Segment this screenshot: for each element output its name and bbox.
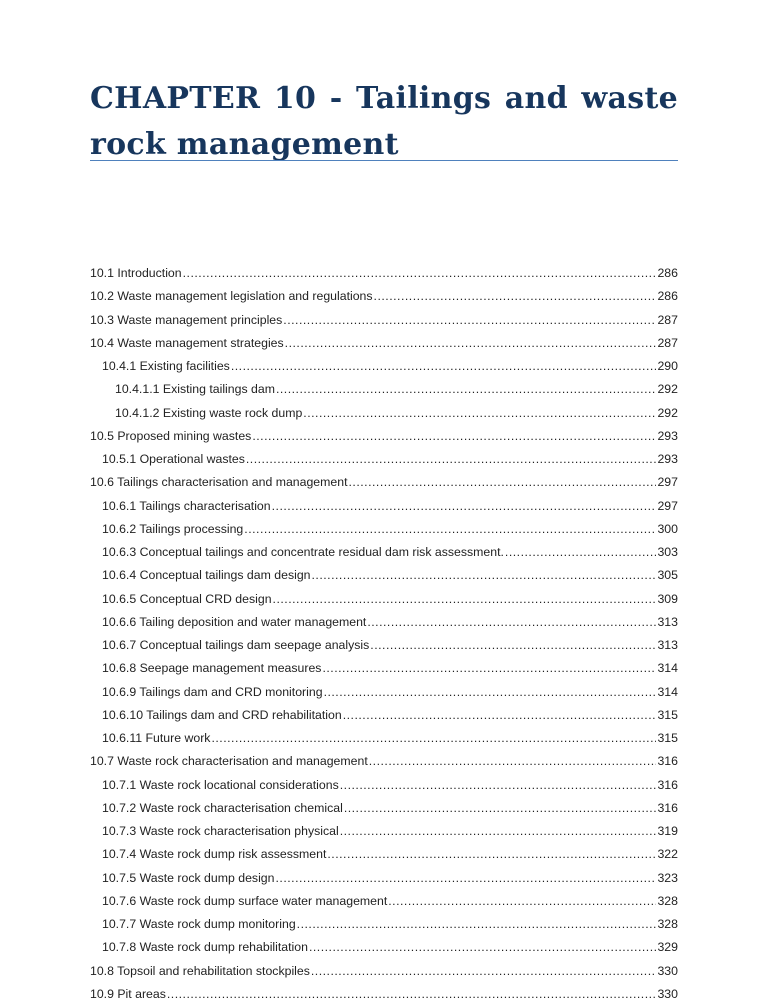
toc-entry-label: 10.6.9 Tailings dam and CRD monitoring bbox=[102, 684, 323, 699]
toc-entry[interactable] bbox=[90, 588, 678, 611]
toc-entry[interactable] bbox=[90, 309, 678, 332]
toc-leader-dots bbox=[211, 727, 656, 750]
toc-entry-label: 10.2 Waste management legislation and regulations bbox=[90, 289, 373, 304]
toc-entry[interactable] bbox=[90, 681, 678, 704]
toc-page-number: 316 bbox=[657, 777, 678, 792]
toc-leader-dots bbox=[273, 588, 657, 611]
toc-entry-label: 10.9 Pit areas bbox=[90, 986, 166, 1001]
toc-leader-dots bbox=[283, 309, 656, 332]
toc-page-number: 314 bbox=[657, 684, 678, 699]
toc-entry-label: 10.6.11 Future work bbox=[102, 731, 211, 745]
toc-entry[interactable] bbox=[90, 704, 678, 727]
toc-entry-label: 10.7.7 Waste rock dump monitoring bbox=[102, 917, 296, 931]
toc-entry[interactable] bbox=[90, 564, 678, 587]
toc-entry-label: 10.7.5 Waste rock dump design bbox=[102, 870, 275, 885]
toc-leader-dots bbox=[324, 681, 657, 704]
toc-entry-label: 10.3 Waste management principles bbox=[90, 312, 283, 327]
toc-entry[interactable] bbox=[90, 471, 678, 494]
toc-page-number: 313 bbox=[657, 614, 678, 629]
toc-page-number: 286 bbox=[657, 289, 678, 304]
toc-leader-dots bbox=[167, 983, 657, 1006]
toc-entry-label: 10.6.5 Conceptual CRD design bbox=[102, 591, 272, 606]
toc-entry-label: 10.6.10 Tailings dam and CRD rehabilitation bbox=[102, 707, 342, 722]
toc-page-number: 286 bbox=[657, 266, 678, 280]
toc-entry-label: 10.4.1.2 Existing waste rock dump bbox=[115, 405, 303, 420]
toc-entry-label: 10.5.1 Operational wastes bbox=[102, 452, 245, 466]
toc-entry[interactable] bbox=[90, 890, 678, 913]
toc-page-number: 314 bbox=[657, 661, 678, 676]
toc-page-number: 330 bbox=[657, 986, 678, 1001]
toc-page-number: 323 bbox=[657, 870, 678, 885]
toc-entry[interactable] bbox=[90, 448, 678, 471]
toc-entry[interactable] bbox=[90, 425, 678, 448]
toc-entry-label: 10.6.1 Tailings characterisation bbox=[102, 498, 271, 513]
toc-entry[interactable] bbox=[90, 867, 678, 890]
toc-leader-dots bbox=[505, 541, 657, 564]
toc-leader-dots bbox=[246, 448, 657, 471]
toc-page-number: 292 bbox=[657, 405, 678, 420]
toc-page-number: 287 bbox=[657, 312, 678, 327]
toc-leader-dots bbox=[183, 262, 657, 285]
toc-page-number: 303 bbox=[657, 545, 678, 559]
toc-entry[interactable] bbox=[90, 727, 678, 750]
toc-entry[interactable] bbox=[90, 913, 678, 936]
toc-leader-dots bbox=[275, 867, 656, 890]
toc-page-number: 309 bbox=[657, 591, 678, 606]
toc-leader-dots bbox=[370, 634, 656, 657]
toc-entry[interactable] bbox=[90, 843, 678, 866]
toc-entry-label: 10.7.8 Waste rock dump rehabilitation bbox=[102, 940, 308, 955]
title-underline bbox=[90, 160, 678, 161]
toc-entry-label: 10.4.1.1 Existing tailings dam bbox=[115, 382, 275, 397]
toc-entry-label: 10.4 Waste management strategies bbox=[90, 335, 284, 350]
toc-entry-label: 10.8 Topsoil and rehabilitation stockpiles bbox=[90, 963, 310, 978]
toc-leader-dots bbox=[369, 750, 657, 773]
toc-page-number: 293 bbox=[657, 428, 678, 443]
toc-entry[interactable] bbox=[90, 262, 678, 285]
toc-page-number: 297 bbox=[657, 475, 678, 490]
toc-leader-dots bbox=[312, 564, 657, 587]
toc-entry-label: 10.7.1 Waste rock locational considerations bbox=[102, 777, 339, 792]
toc-page-number: 290 bbox=[657, 359, 678, 373]
toc-leader-dots bbox=[388, 890, 656, 913]
toc-leader-dots bbox=[303, 402, 656, 425]
toc-entry-label: 10.6.7 Conceptual tailings dam seepage analysis bbox=[102, 638, 370, 652]
toc-entry[interactable] bbox=[90, 936, 678, 959]
toc-entry-label: 10.7.6 Waste rock dump surface water management bbox=[102, 893, 388, 908]
toc-page-number: 328 bbox=[657, 917, 678, 931]
toc-leader-dots bbox=[297, 913, 657, 936]
toc-leader-dots bbox=[276, 378, 657, 401]
toc-page-number: 322 bbox=[657, 847, 678, 862]
toc-entry-label: 10.1 Introduction bbox=[90, 266, 182, 280]
toc-page-number: 319 bbox=[657, 824, 678, 838]
toc-leader-dots bbox=[252, 425, 656, 448]
toc-leader-dots bbox=[322, 657, 656, 680]
toc-page-number: 292 bbox=[657, 382, 678, 397]
toc-entry-label: 10.7.3 Waste rock characterisation physical bbox=[102, 824, 339, 838]
toc-leader-dots bbox=[285, 332, 657, 355]
toc-entry[interactable] bbox=[90, 750, 678, 773]
toc-entry[interactable] bbox=[90, 495, 678, 518]
toc-entry-label: 10.7.2 Waste rock characterisation chemical bbox=[102, 800, 343, 815]
toc-page-number: 305 bbox=[657, 568, 678, 583]
toc-entry-label: 10.6.2 Tailings processing bbox=[102, 521, 244, 536]
toc-leader-dots bbox=[231, 355, 657, 378]
toc-entry[interactable] bbox=[90, 518, 678, 541]
toc-entry[interactable] bbox=[90, 611, 678, 634]
toc-entry[interactable] bbox=[90, 378, 678, 401]
toc-entry[interactable] bbox=[90, 774, 678, 797]
toc-entry-label: 10.7 Waste rock characterisation and management bbox=[90, 754, 368, 769]
toc-entry[interactable] bbox=[90, 820, 678, 843]
toc-page-number: 328 bbox=[657, 893, 678, 908]
toc-entry[interactable] bbox=[90, 402, 678, 425]
toc-entry-label: 10.4.1 Existing facilities bbox=[102, 359, 230, 373]
toc-entry[interactable] bbox=[90, 657, 678, 680]
chapter-title: CHAPTER 10 - Tailings and waste rock management bbox=[90, 81, 678, 162]
toc-page-number: 316 bbox=[657, 800, 678, 815]
toc-leader-dots bbox=[340, 820, 657, 843]
toc-page-number: 297 bbox=[657, 498, 678, 513]
toc-entry-label: 10.6.6 Tailing deposition and water management bbox=[102, 614, 367, 629]
toc-leader-dots bbox=[348, 471, 656, 494]
toc-page-number: 315 bbox=[657, 707, 678, 722]
toc-entry[interactable] bbox=[90, 332, 678, 355]
toc-leader-dots bbox=[327, 843, 656, 866]
toc-entry[interactable] bbox=[90, 634, 678, 657]
toc-page-number: 313 bbox=[657, 638, 678, 652]
toc-entry-label: 10.6 Tailings characterisation and management bbox=[90, 475, 348, 490]
toc-leader-dots bbox=[272, 495, 657, 518]
toc-entry-label: 10.6.4 Conceptual tailings dam design bbox=[102, 568, 311, 583]
toc-entry[interactable] bbox=[90, 960, 678, 983]
toc-entry[interactable] bbox=[90, 797, 678, 820]
toc-leader-dots bbox=[311, 960, 657, 983]
toc-page-number: 330 bbox=[657, 963, 678, 978]
toc-leader-dots bbox=[244, 518, 656, 541]
toc-leader-dots bbox=[343, 704, 657, 727]
toc-leader-dots bbox=[367, 611, 656, 634]
toc-entry-label: 10.5 Proposed mining wastes bbox=[90, 428, 252, 443]
toc-page-number: 316 bbox=[657, 754, 678, 769]
toc-leader-dots bbox=[344, 797, 657, 820]
toc-leader-dots bbox=[309, 936, 657, 959]
toc-entry[interactable] bbox=[90, 983, 678, 1006]
toc-entry-label: 10.7.4 Waste rock dump risk assessment bbox=[102, 847, 327, 862]
toc-page-number: 329 bbox=[657, 940, 678, 955]
toc-entry-label: 10.6.8 Seepage management measures bbox=[102, 661, 322, 676]
toc-entry[interactable] bbox=[90, 541, 678, 564]
toc-page-number: 300 bbox=[657, 521, 678, 536]
table-of-contents bbox=[90, 262, 678, 1006]
toc-entry[interactable] bbox=[90, 355, 678, 378]
toc-leader-dots bbox=[374, 285, 657, 308]
toc-page-number: 293 bbox=[657, 452, 678, 466]
toc-page-number: 315 bbox=[657, 731, 678, 745]
toc-leader-dots bbox=[340, 774, 657, 797]
toc-entry-label: 10.6.3 Conceptual tailings and concentrate residual dam risk assessment. bbox=[102, 545, 504, 559]
toc-entry[interactable] bbox=[90, 285, 678, 308]
toc-page-number: 287 bbox=[657, 335, 678, 350]
